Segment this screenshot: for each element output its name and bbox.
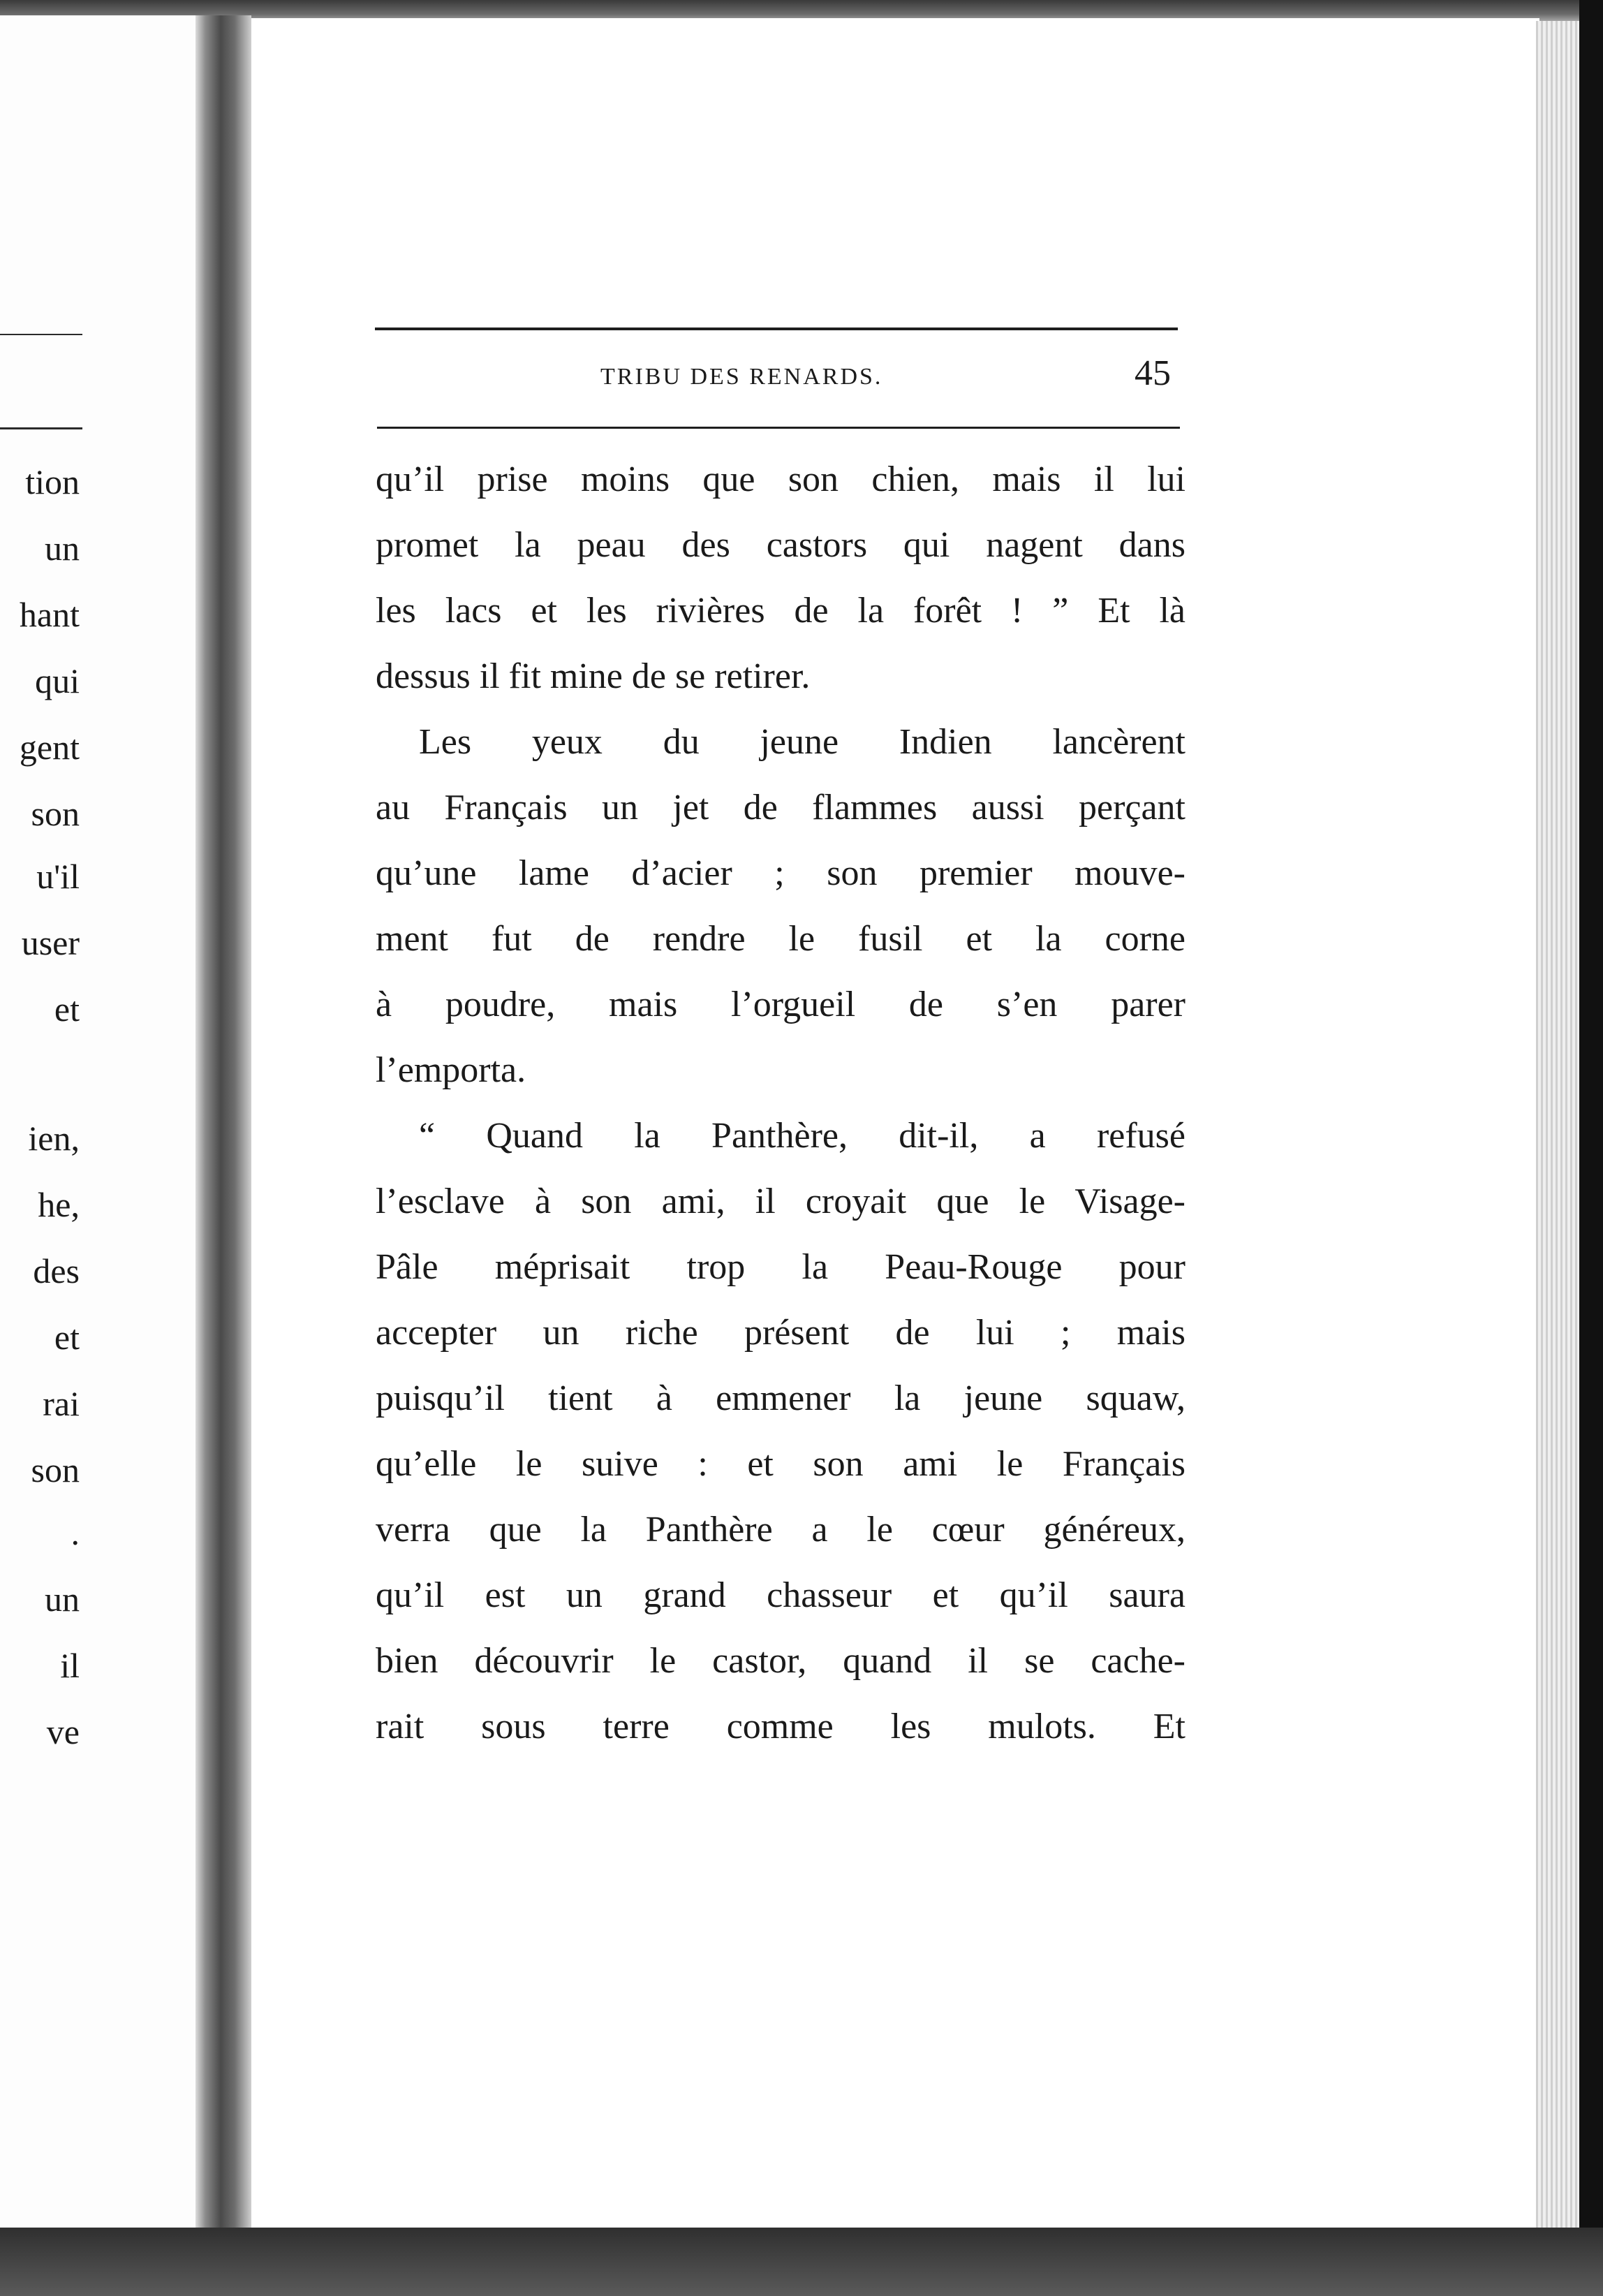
text-line: au Français un jet de flammes aussi perçant xyxy=(376,788,1185,827)
left-page-rule xyxy=(0,334,82,335)
right-scan-border xyxy=(1579,0,1603,2296)
text-line: Les yeux du jeune Indien lancèrent xyxy=(419,722,1185,762)
text-line: qu’il est un grand chasseur et qu’il saura xyxy=(376,1575,1185,1615)
left-page-fragment: et xyxy=(54,989,80,1029)
text-line: Pâle méprisait trop la Peau-Rouge pour xyxy=(376,1247,1185,1287)
text-line: verra que la Panthère a le cœur généreux, xyxy=(376,1510,1185,1550)
left-page-fragment: qui xyxy=(35,661,80,700)
text-line: l’esclave à son ami, il croyait que le Visage- xyxy=(376,1182,1185,1221)
left-page-fragment: tion xyxy=(25,462,80,501)
book-gutter xyxy=(195,15,251,2229)
text-line: qu’il prise moins que son chien, mais il lui xyxy=(376,459,1185,499)
left-page-fragment: rai xyxy=(43,1384,80,1423)
left-page-fragment: son xyxy=(31,794,80,833)
text-line: promet la peau des castors qui nagent dans xyxy=(376,525,1185,565)
header-rule-top xyxy=(375,328,1178,330)
text-line: bien découvrir le castor, quand il se cache- xyxy=(376,1641,1185,1681)
left-page-fragment: ve xyxy=(46,1712,80,1751)
left-page-rule xyxy=(0,427,82,429)
left-page-fragment: il xyxy=(60,1646,80,1685)
text-line: l’emporta. xyxy=(376,1050,526,1090)
text-line: “ Quand la Panthère, dit-il, a refusé xyxy=(419,1116,1185,1156)
left-page-fragment: u'il xyxy=(36,857,80,896)
left-page-fragment: . xyxy=(71,1513,80,1552)
left-page-fragment: et xyxy=(54,1318,80,1357)
text-line: rait sous terre comme les mulots. Et xyxy=(376,1707,1185,1746)
left-page-fragment: un xyxy=(45,529,80,568)
left-page-fragment: user xyxy=(21,923,80,962)
left-page-fragment: son xyxy=(31,1450,80,1489)
text-line: accepter un riche présent de lui ; mais xyxy=(376,1313,1185,1353)
left-page-fragment: des xyxy=(33,1251,80,1290)
text-line: qu’une lame d’acier ; son premier mouve- xyxy=(376,853,1185,893)
left-page-fragment: un xyxy=(45,1580,80,1619)
text-line: puisqu’il tient à emmener la jeune squaw, xyxy=(376,1378,1185,1418)
text-line: dessus il fit mine de se retirer. xyxy=(376,656,811,696)
text-line: qu’elle le suive : et son ami le Français xyxy=(376,1444,1185,1484)
text-line: à poudre, mais l’orgueil de s’en parer xyxy=(376,985,1185,1024)
left-page-fragment: hant xyxy=(19,595,80,634)
left-page-fragment: gent xyxy=(19,728,80,767)
running-head: TRIBU DES RENARDS. xyxy=(600,364,883,390)
left-page-fragment: ien, xyxy=(28,1119,80,1158)
bottom-book-edge xyxy=(0,2228,1603,2296)
text-line: les lacs et les rivières de la forêt ! ” Et là xyxy=(376,591,1185,631)
left-page-fragment: he, xyxy=(38,1185,80,1224)
header-rule-bottom xyxy=(377,427,1180,429)
page-stack-edge xyxy=(1536,21,1582,2235)
text-line: ment fut de rendre le fusil et la corne xyxy=(376,919,1185,959)
page-number: 45 xyxy=(1135,353,1171,393)
